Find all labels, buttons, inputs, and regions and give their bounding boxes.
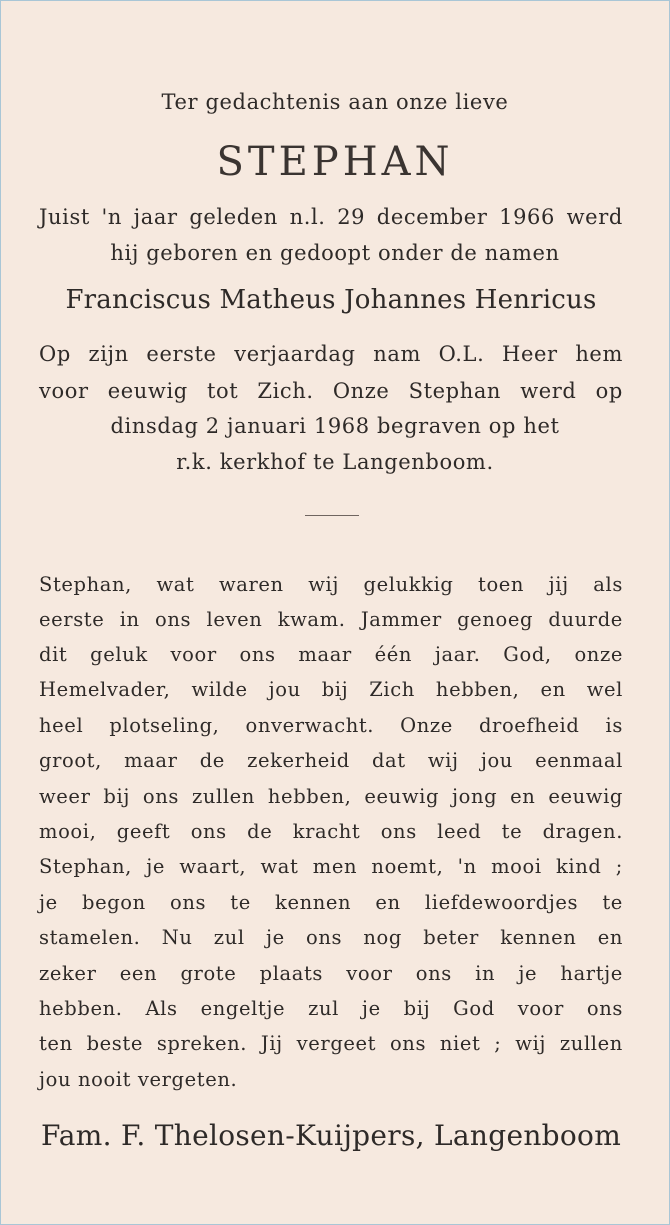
message-line bbox=[39, 1032, 623, 1055]
word: kennen bbox=[500, 926, 577, 949]
message-line bbox=[39, 962, 623, 985]
message-line: jou nooit vergeten. bbox=[39, 1068, 238, 1091]
word: toen bbox=[478, 573, 525, 596]
message-line bbox=[39, 891, 623, 914]
word: je bbox=[265, 926, 285, 949]
word: jou bbox=[268, 678, 301, 701]
word: ons bbox=[389, 1032, 427, 1055]
word: Jij bbox=[260, 1032, 283, 1055]
word: en bbox=[375, 891, 401, 914]
word: niet bbox=[439, 1032, 481, 1055]
word: Onze bbox=[400, 714, 453, 737]
message-line bbox=[39, 643, 623, 666]
message-line bbox=[39, 855, 623, 878]
message-line bbox=[39, 926, 623, 949]
word: als bbox=[593, 573, 623, 596]
word: december bbox=[376, 205, 488, 229]
word: liefdewoordjes bbox=[424, 891, 579, 914]
word: maar bbox=[298, 643, 352, 666]
word: eerste bbox=[146, 342, 217, 366]
word: heel bbox=[39, 714, 84, 737]
word: te bbox=[602, 891, 623, 914]
word: ; bbox=[615, 855, 623, 878]
word: voor bbox=[346, 962, 393, 985]
word: plotseling, bbox=[109, 714, 220, 737]
word: wel bbox=[586, 678, 623, 701]
word: te bbox=[230, 891, 251, 914]
word: je bbox=[361, 997, 381, 1020]
word: Juist bbox=[39, 205, 90, 229]
word: zeker bbox=[39, 962, 97, 985]
word: onverwacht. bbox=[245, 714, 375, 737]
word: leed bbox=[437, 820, 482, 843]
word: stamelen. bbox=[39, 926, 141, 949]
word: noemt, bbox=[371, 855, 444, 878]
word: voor bbox=[517, 997, 564, 1020]
word: en bbox=[597, 926, 623, 949]
word: n.l. bbox=[289, 205, 326, 229]
word: wat bbox=[156, 573, 195, 596]
word: bij bbox=[403, 997, 431, 1020]
word: 1966 bbox=[499, 205, 555, 229]
word: begon bbox=[81, 891, 146, 914]
word: jij bbox=[548, 573, 569, 596]
word: Zich. bbox=[257, 379, 314, 403]
word: voor bbox=[170, 643, 217, 666]
message-line bbox=[39, 608, 623, 631]
word: eeuwig bbox=[548, 785, 623, 808]
death-line-2 bbox=[39, 379, 623, 403]
word: genoeg bbox=[457, 608, 534, 631]
word: te bbox=[501, 820, 523, 843]
word: een bbox=[119, 962, 158, 985]
word: God, bbox=[503, 643, 552, 666]
word: zullen bbox=[559, 1032, 623, 1055]
word: geleden bbox=[189, 205, 278, 229]
word: en bbox=[510, 785, 536, 808]
word: bij bbox=[103, 785, 130, 808]
birth-line-2: hij geboren en gedoopt onder de namen bbox=[110, 241, 560, 265]
word: vergeet bbox=[296, 1032, 377, 1055]
word: jaar. bbox=[434, 643, 481, 666]
message-line bbox=[39, 785, 623, 808]
word: Stephan, bbox=[39, 855, 132, 878]
word: Stephan, bbox=[39, 573, 132, 596]
word: 'n bbox=[101, 205, 123, 229]
word: gelukkig bbox=[363, 573, 454, 596]
word: engeltje bbox=[200, 997, 286, 1020]
word: je bbox=[518, 962, 538, 985]
death-line-1 bbox=[39, 342, 623, 366]
divider bbox=[305, 515, 359, 516]
word: Zich bbox=[369, 678, 415, 701]
word: 29 bbox=[337, 205, 366, 229]
word: Als bbox=[145, 997, 178, 1020]
word: geluk bbox=[90, 643, 148, 666]
word: hebben. bbox=[39, 997, 123, 1020]
word: voor bbox=[39, 379, 89, 403]
word: O.L. bbox=[438, 342, 485, 366]
word: Jammer bbox=[360, 608, 442, 631]
word: spreken. bbox=[156, 1032, 248, 1055]
word: kracht bbox=[292, 820, 361, 843]
word: ons bbox=[306, 926, 343, 949]
word: mooi, bbox=[39, 820, 97, 843]
word: Op bbox=[39, 342, 71, 366]
word: nog bbox=[363, 926, 402, 949]
word: ons bbox=[155, 608, 192, 631]
word: zijn bbox=[88, 342, 129, 366]
message-line bbox=[39, 573, 623, 596]
word: 'n bbox=[457, 855, 477, 878]
word: ons bbox=[239, 643, 276, 666]
word: mooi bbox=[491, 855, 542, 878]
word: je bbox=[39, 891, 58, 914]
message-line bbox=[39, 749, 623, 772]
word: verjaardag bbox=[234, 342, 356, 366]
word: kennen bbox=[275, 891, 352, 914]
word: hebben, bbox=[267, 785, 352, 808]
word: werd bbox=[520, 379, 577, 403]
word: kwam. bbox=[277, 608, 346, 631]
word: zul bbox=[308, 997, 339, 1020]
word: Nu bbox=[161, 926, 193, 949]
word: beter bbox=[423, 926, 479, 949]
word: dat bbox=[371, 749, 406, 772]
word: Onze bbox=[332, 379, 390, 403]
word: kind bbox=[555, 855, 602, 878]
word: zul bbox=[213, 926, 245, 949]
word: ons bbox=[586, 997, 623, 1020]
word: en bbox=[540, 678, 566, 701]
word: eerste bbox=[39, 608, 105, 631]
word: in bbox=[475, 962, 496, 985]
word: wilde bbox=[191, 678, 248, 701]
word: op bbox=[595, 379, 623, 403]
word: Stephan bbox=[408, 379, 502, 403]
word: ons bbox=[380, 820, 417, 843]
word: eeuwig bbox=[107, 379, 188, 403]
word: ons bbox=[169, 891, 207, 914]
word: dit bbox=[39, 643, 68, 666]
word: eenmaal bbox=[535, 749, 623, 772]
word: jaar bbox=[133, 205, 178, 229]
word: eeuwig bbox=[364, 785, 440, 808]
word: waart, bbox=[179, 855, 247, 878]
word: ten bbox=[39, 1032, 73, 1055]
word: Heer bbox=[502, 342, 558, 366]
word: hartje bbox=[560, 962, 623, 985]
family-signature: Fam. F. Thelosen-Kuijpers, Langenboom bbox=[40, 1119, 622, 1152]
word: Hemelvader, bbox=[39, 678, 171, 701]
death-line-4: r.k. kerkhof te Langenboom. bbox=[176, 450, 494, 474]
birth-line-1 bbox=[39, 205, 623, 229]
message-line bbox=[39, 678, 623, 701]
word: hebben, bbox=[435, 678, 520, 701]
word: de bbox=[247, 820, 273, 843]
word: geeft bbox=[116, 820, 171, 843]
word: dragen. bbox=[542, 820, 623, 843]
word: men bbox=[312, 855, 358, 878]
word: wij bbox=[427, 749, 459, 772]
message-line bbox=[39, 714, 623, 737]
word: groot, bbox=[39, 749, 102, 772]
word: jou bbox=[480, 749, 513, 772]
word: tot bbox=[206, 379, 239, 403]
word: werd bbox=[566, 205, 623, 229]
word: jong bbox=[451, 785, 498, 808]
word: zekerheid bbox=[247, 749, 350, 772]
word: bij bbox=[321, 678, 349, 701]
word: weer bbox=[39, 785, 91, 808]
word: ons bbox=[142, 785, 180, 808]
word: leven bbox=[206, 608, 263, 631]
word: grote bbox=[180, 962, 237, 985]
word: ons bbox=[415, 962, 452, 985]
word: één bbox=[374, 643, 413, 666]
word: wij bbox=[308, 573, 339, 596]
word: wat bbox=[260, 855, 299, 878]
word: in bbox=[119, 608, 140, 631]
word: beste bbox=[86, 1032, 143, 1055]
word: duurde bbox=[548, 608, 623, 631]
death-line-3: dinsdag 2 januari 1968 begraven op het bbox=[110, 414, 560, 438]
word: hem bbox=[575, 342, 623, 366]
word: plaats bbox=[259, 962, 324, 985]
full-names: Franciscus Matheus Johannes Henricus bbox=[65, 285, 597, 315]
word: waren bbox=[218, 573, 284, 596]
deceased-name: STEPHAN bbox=[216, 139, 454, 185]
message-line bbox=[39, 820, 623, 843]
word: ons bbox=[190, 820, 227, 843]
word: wij bbox=[515, 1032, 547, 1055]
word: maar bbox=[124, 749, 178, 772]
word: droefheid bbox=[478, 714, 580, 737]
word: je bbox=[146, 855, 166, 878]
word: nam bbox=[373, 342, 421, 366]
message-line bbox=[39, 997, 623, 1020]
word: ; bbox=[494, 1032, 502, 1055]
word: God bbox=[453, 997, 495, 1020]
word: zullen bbox=[191, 785, 255, 808]
word: de bbox=[199, 749, 225, 772]
word: is bbox=[605, 714, 623, 737]
intro-line: Ter gedachtenis aan onze lieve bbox=[161, 90, 509, 114]
word: onze bbox=[574, 643, 623, 666]
